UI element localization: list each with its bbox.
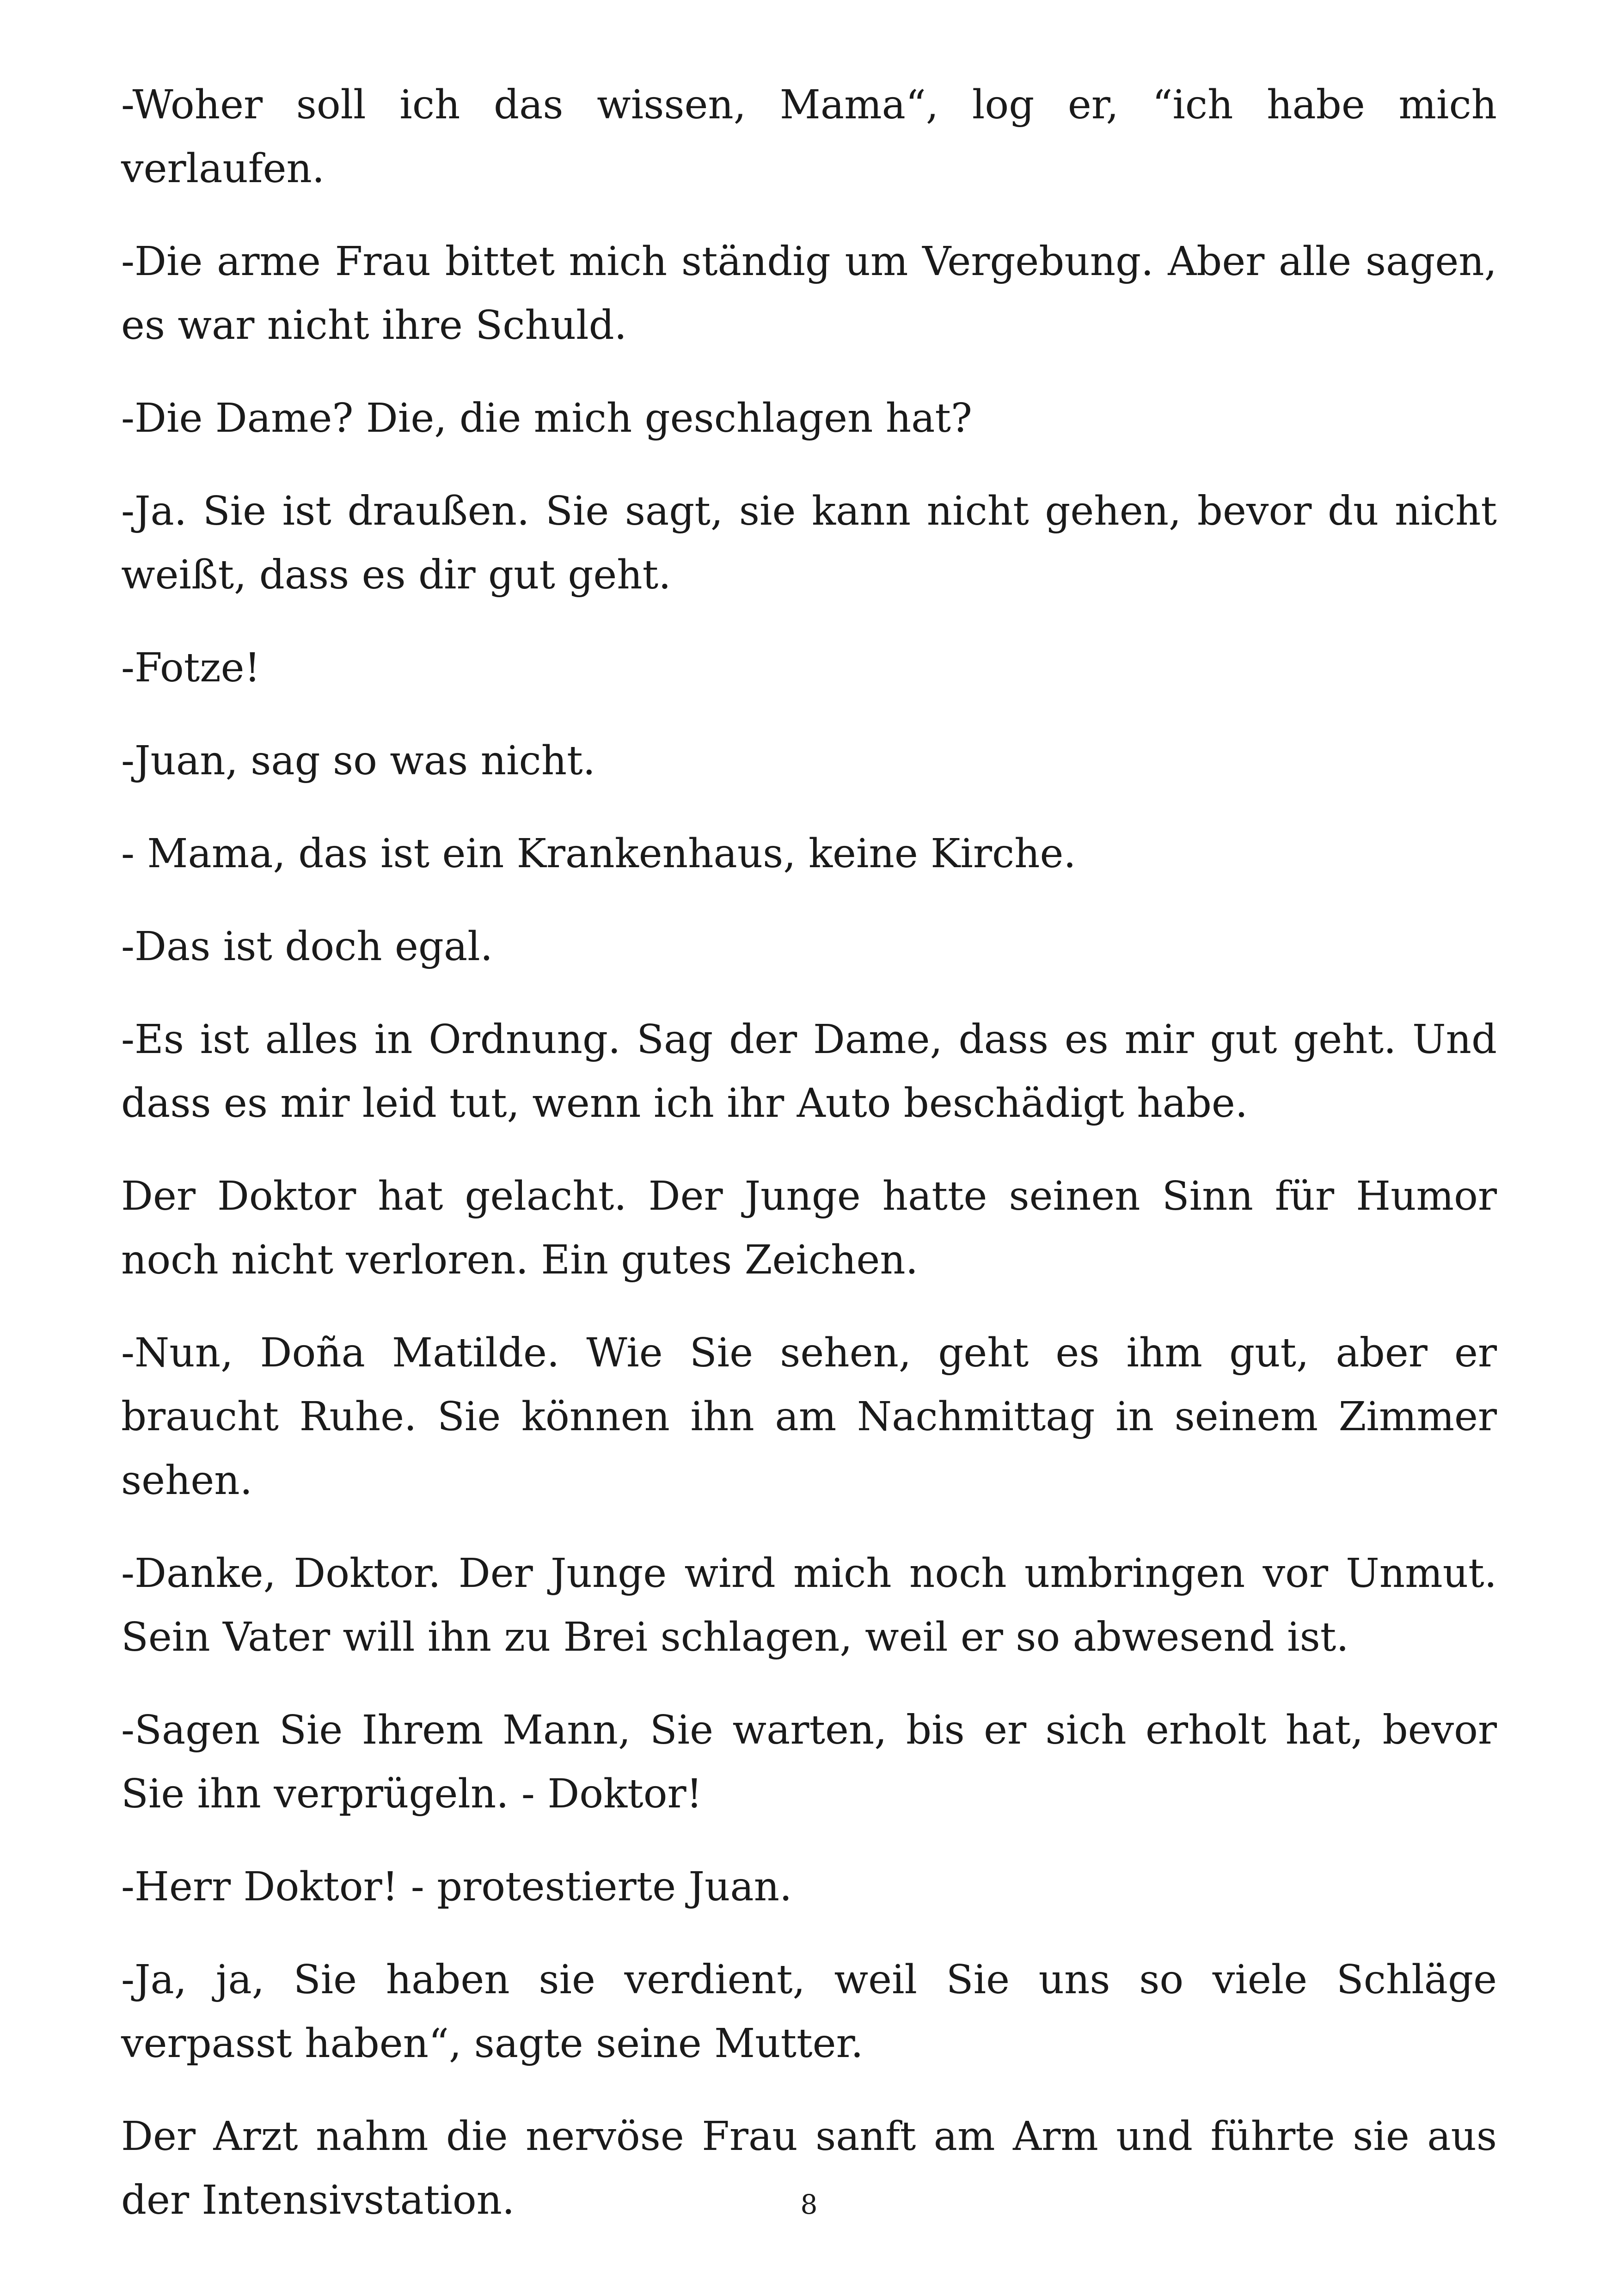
paragraph: -Das ist doch egal. (121, 924, 493, 970)
paragraph: -Die arme Frau bittet mich ständig um Vergebung. Aber alle sagen, es war nicht ihre Schuld. (121, 239, 1497, 349)
body-text (121, 73, 1497, 2261)
paragraph: -Nun, Doña Matilde. Wie Sie sehen, geht es ihm gut, aber er braucht Ruhe. Sie können ihn am Nachmittag in seinem Zimmer sehen. (121, 1330, 1497, 1504)
paragraph: -Woher soll ich das wissen, Mama“, log er, “ich habe mich verlaufen. (121, 82, 1497, 192)
paragraph: -Danke, Doktor. Der Junge wird mich noch umbringen vor Unmut. Sein Vater will ihn zu Brei schlagen, weil er so abwesend ist. (121, 1550, 1497, 1660)
paragraph: -Juan, sag so was nicht. (121, 738, 595, 784)
paragraph: - Mama, das ist ein Krankenhaus, keine Kirche. (121, 831, 1076, 877)
paragraph: -Sagen Sie Ihrem Mann, Sie warten, bis er sich erholt hat, bevor Sie ihn verprügeln. - Doktor! (121, 1707, 1497, 1817)
page-number: 8 (800, 2189, 818, 2220)
paragraph: Der Arzt nahm die nervöse Frau sanft am Arm und führte sie aus der Intensivstation. (121, 2113, 1497, 2223)
paragraph: Der Doktor hat gelacht. Der Junge hatte seinen Sinn für Humor noch nicht verloren. Ein gutes Zeichen. (121, 1173, 1497, 1283)
paragraph: -Fotze! (121, 645, 261, 691)
paragraph: -Ja, ja, Sie haben sie verdient, weil Sie uns so viele Schläge verpasst haben“, sagte seine Mutter. (121, 1957, 1497, 2067)
paragraph: -Die Dame? Die, die mich geschlagen hat? (121, 395, 973, 441)
paragraph: -Es ist alles in Ordnung. Sag der Dame, dass es mir gut geht. Und dass es mir leid tut, wenn ich ihr Auto beschädigt habe. (121, 1016, 1497, 1127)
paragraph: -Herr Doktor! - protestierte Juan. (121, 1864, 792, 1910)
paragraph: -Ja. Sie ist draußen. Sie sagt, sie kann nicht gehen, bevor du nicht weißt, dass es dir gut geht. (121, 488, 1497, 598)
